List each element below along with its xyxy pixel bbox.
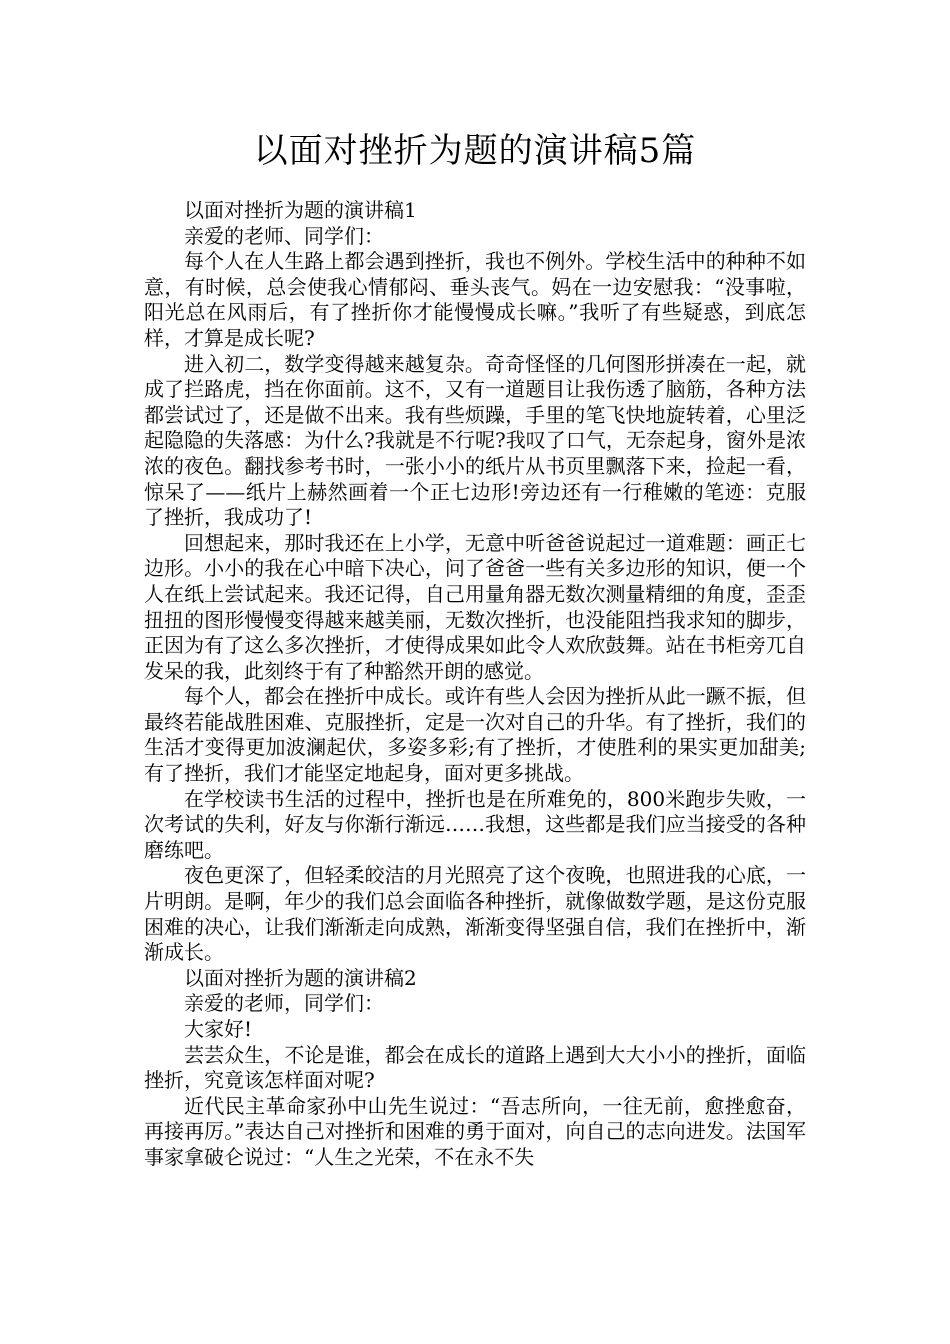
salutation-1: 亲爱的老师、同学们： — [184, 223, 384, 248]
paragraph: 每个人在人生路上都会遇到挫折，我也不例外。学校生活中的种种不如意，有时候，总会使我心情郁闷、垂头丧气。妈在一边安慰我：“没事啦，阳光总在风雨后，有了挫折你才能慢慢成长嘛。”我听了有些疑惑，到底怎样，才算是成长呢? — [144, 249, 806, 350]
paragraph: 回想起来，那时我还在上小学，无意中听爸爸说起过一道难题：画正七边形。小小的我在心中暗下决心，问了爸爸一些有关多边形的知识，便一个人在纸上尝试起来。我还记得，自己用量角器无数次测量精细的角度，歪歪扭扭的图形慢慢变得越来越美丽，无数次挫折，也没能阻挡我求知的脚步，正因为有了这么多次挫折，才使得成果如此令人欢欣鼓舞。站在书柜旁兀自发呆的我，此刻终于有了种豁然开朗的感觉。 — [144, 530, 806, 683]
salutation-2: 亲爱的老师，同学们： — [184, 991, 384, 1016]
document-body — [144, 198, 806, 1171]
document-title: 以面对挫折为题的演讲稿5篇 — [253, 131, 697, 171]
paragraph: 近代民主革命家孙中山先生说过：“吾志所向，一往无前，愈挫愈奋，再接再厉。”表达自己对挫折和困难的勇于面对，向自己的志向进发。法国军事家拿破仑说过：“人生之光荣，不在永不失 — [144, 1093, 806, 1169]
section-heading-1: 以面对挫折为题的演讲稿1 — [184, 198, 417, 222]
paragraph: 夜色更深了，但轻柔皎洁的月光照亮了这个夜晚，也照进我的心底，一片明朗。是啊，年少的我们总会面临各种挫折，就像做数学题，是这份克服困难的决心，让我们渐渐走向成熟，渐渐变得坚强自信，我们在挫折中，渐渐成长。 — [144, 863, 806, 965]
paragraph: 在学校读书生活的过程中，挫折也是在所难免的，800米跑步失败，一次考试的失利，好友与你渐行渐远……我想，这些都是我们应当接受的各种磨练吧。 — [144, 786, 806, 862]
paragraph: 进入初二，数学变得越来越复杂。奇奇怪怪的几何图形拼凑在一起，就成了拦路虎，挡在你面前。这不，又有一道题目让我伤透了脑筋，各种方法都尝试过了，还是做不出来。我有些烦躁，手里的笔飞快地旋转着，心里泛起隐隐的失落感：为什么?我就是不行呢?我叹了口气，无奈起身，窗外是浓浓的夜色。翻找参考书时，一张小小的纸片从书页里飘落下来，捡起一看，惊呆了——纸片上赫然画着一个正七边形!旁边还有一行稚嫩的笔迹：克服了挫折，我成功了! — [144, 351, 806, 530]
greeting: 大家好! — [184, 1017, 253, 1041]
section-heading-2: 以面对挫折为题的演讲稿2 — [184, 965, 417, 990]
paragraph: 每个人，都会在挫折中成长。或许有些人会因为挫折从此一蹶不振，但最终若能战胜困难、克服挫折，定是一次对自己的升华。有了挫折，我们的生活才变得更加波澜起伏，多姿多彩;有了挫折，才使胜利的果实更加甜美;有了挫折，我们才能坚定地起身，面对更多挑战。 — [144, 684, 806, 786]
paragraph: 芸芸众生，不论是谁，都会在成长的道路上遇到大大小小的挫折，面临挫折，究竟该怎样面对呢? — [144, 1042, 806, 1093]
